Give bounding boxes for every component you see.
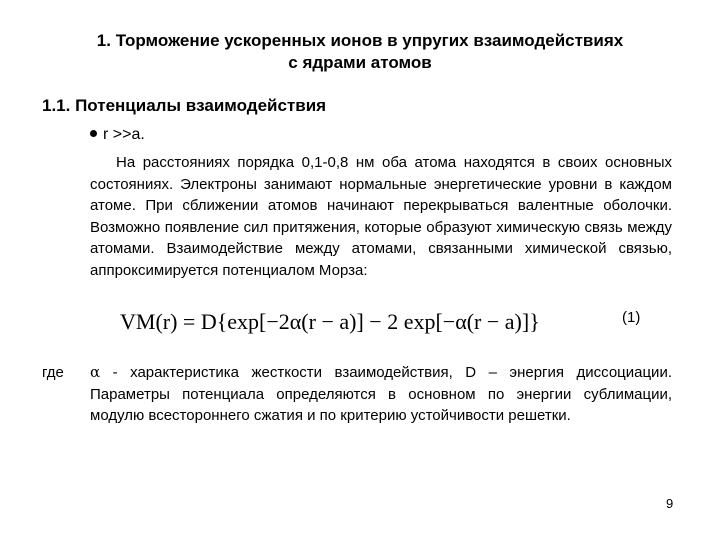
page-number: 9 bbox=[666, 496, 674, 511]
section-heading: 1.1. Потенциалы взаимодействия bbox=[42, 96, 327, 115]
parameters-text: - характеристика жесткости взаимодействия, D – энергия диссоциации. Параметры потенциала определяются в основном по энергии сублимации, модулю всестороннего сжатия и по критерию устойчивости решетки. bbox=[90, 364, 672, 424]
title-line-1: 1. Торможение ускоренных ионов в упругих взаимодействиях bbox=[96, 31, 624, 50]
bullet-text: r >>a. bbox=[103, 126, 145, 143]
paragraph-parameters bbox=[90, 362, 672, 427]
morse-potential-formula bbox=[120, 308, 540, 336]
formula-text: VM(r) = D{exp[−2α(r − a)] − 2 exp[−α(r − a)]} bbox=[120, 309, 540, 334]
bullet-item bbox=[90, 125, 145, 145]
bullet-dot-icon bbox=[90, 130, 97, 137]
slide-title bbox=[40, 30, 680, 74]
paragraph-parameters-text bbox=[90, 362, 672, 427]
paragraph-morse-description bbox=[90, 152, 672, 281]
title-line-2: с ядрами атомов bbox=[288, 53, 432, 72]
where-label: где bbox=[42, 364, 64, 381]
alpha-symbol: α bbox=[90, 363, 101, 381]
paragraph-text: На расстояниях порядка 0,1-0,8 нм оба атома находятся в своих основных состояниях. Электроны занимают нормальные энергетические уровни в каждом атоме. При сближении атомов начинают перекрываться валентные оболочки. Возможно появление сил притяжения, которые образуют химическую связь между атомами. Взаимодействие между атомами, связанными химической связью, аппроксимируется потенциалом Морза: bbox=[90, 154, 672, 279]
formula-number: (1) bbox=[622, 309, 641, 326]
